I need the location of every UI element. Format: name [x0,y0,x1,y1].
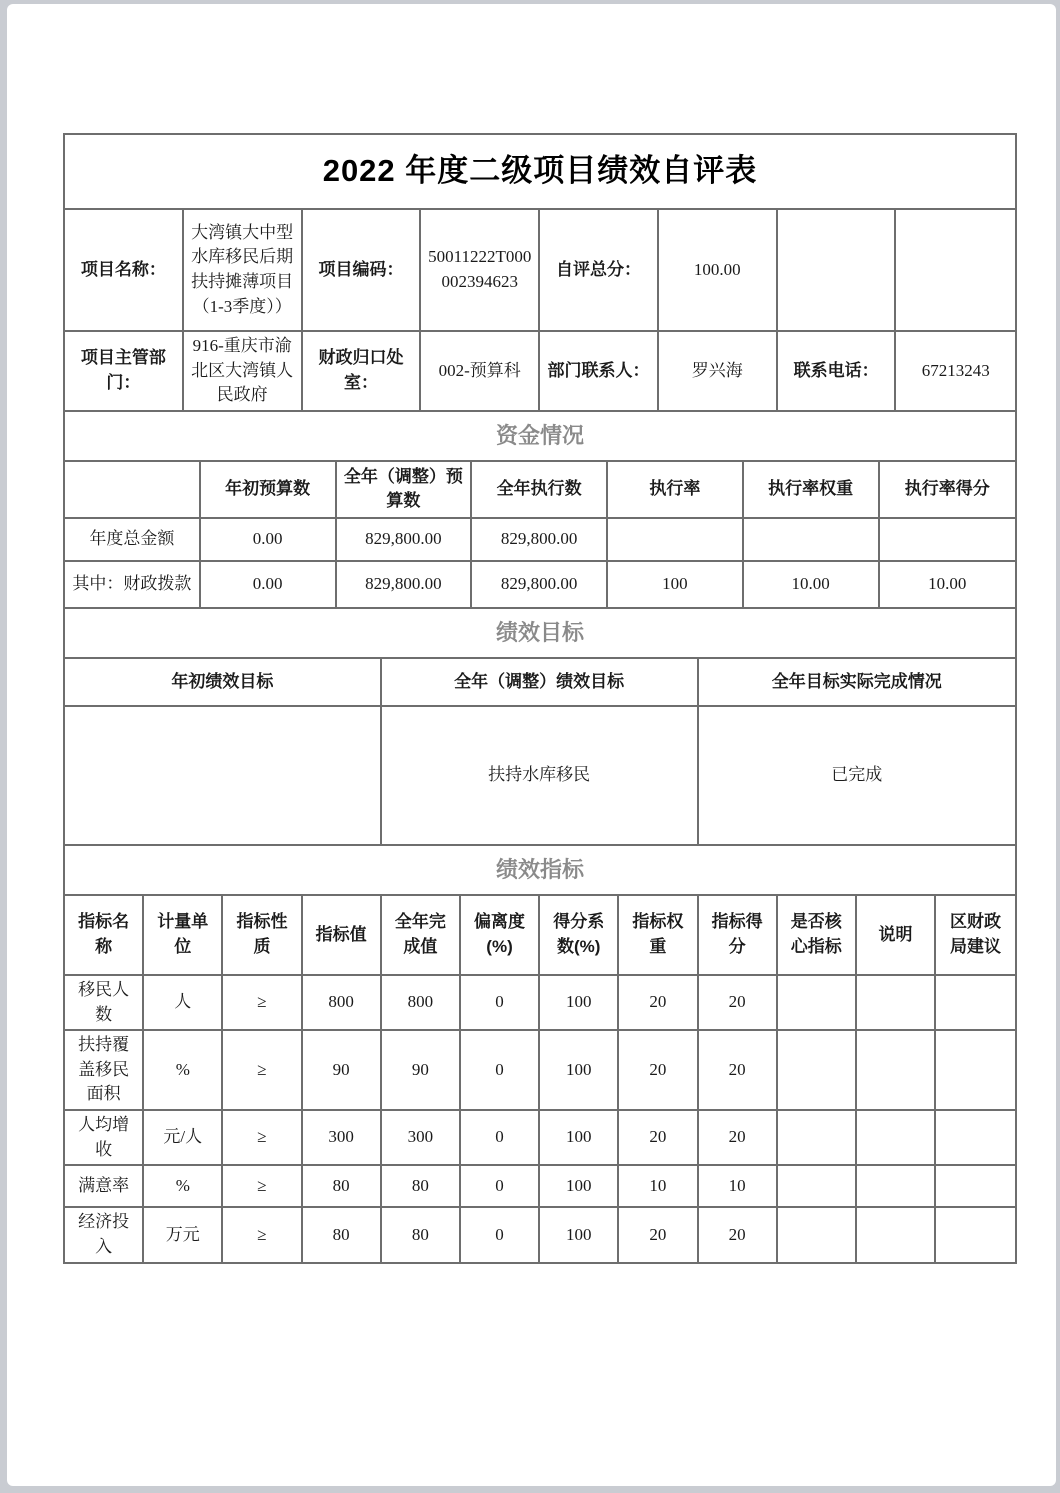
indicator-cell: % [143,1030,222,1110]
indicator-cell: 0 [460,1165,539,1207]
empty-cell [895,209,1016,331]
indicator-cell: 100 [539,975,618,1030]
indicator-cell: ≥ [222,1207,301,1262]
goal-cell: 扶持水库移民 [381,706,698,845]
indicator-cell: 100 [539,1165,618,1207]
self-evaluation-table [63,133,1017,1264]
dept-label: 项目主管部门： [64,331,183,411]
indicator-header-cell: 指标权重 [618,895,697,975]
indicator-cell: 800 [302,975,381,1030]
indicator-cell: 100 [539,1207,618,1262]
funding-header-cell: 执行率 [607,461,743,518]
indicator-header-cell: 得分系数(%) [539,895,618,975]
document-page [7,4,1056,1486]
funding-header-cell: 全年（调整）预算数 [336,461,472,518]
funding-cell: 829,800.00 [336,561,472,608]
indicator-cell: ≥ [222,1110,301,1165]
indicator-cell [856,1110,935,1165]
contact-label: 部门联系人： [539,331,658,411]
indicator-cell [777,1165,856,1207]
funding-row-label: 年度总金额 [64,518,200,561]
indicator-cell: 100 [539,1030,618,1110]
indicator-cell [856,1030,935,1110]
funding-cell: 100 [607,561,743,608]
indicator-cell: 20 [698,1030,777,1110]
indicator-cell: 100 [539,1110,618,1165]
funding-cell: 829,800.00 [471,561,607,608]
indicator-cell: 80 [381,1207,460,1262]
indicator-cell: 0 [460,1110,539,1165]
indicator-name-cell: 人均增收 [64,1110,143,1165]
indicator-cell [935,1207,1016,1262]
finance-office-value: 002-预算科 [420,331,539,411]
indicator-cell [856,1165,935,1207]
indicator-cell [777,1110,856,1165]
indicator-cell [856,975,935,1030]
indicator-cell: 元/人 [143,1110,222,1165]
indicator-cell: 300 [302,1110,381,1165]
indicator-cell: 万元 [143,1207,222,1262]
funding-header-cell: 执行率得分 [879,461,1017,518]
goals-header-cell: 全年目标实际完成情况 [698,658,1017,706]
indicator-cell: ≥ [222,1165,301,1207]
indicator-cell: 20 [698,1110,777,1165]
goals-section-title: 绩效目标 [64,608,1016,658]
indicator-cell: 300 [381,1110,460,1165]
goal-cell: 已完成 [698,706,1017,845]
indicator-cell [935,1030,1016,1110]
funding-cell: 829,800.00 [336,518,472,561]
project-code-value: 50011222T000002394623 [420,209,539,331]
indicator-cell: 人 [143,975,222,1030]
indicator-cell: 20 [698,975,777,1030]
indicator-cell: 0 [460,1030,539,1110]
indicator-header-cell: 全年完成值 [381,895,460,975]
indicator-cell: 80 [302,1165,381,1207]
indicator-header-cell: 偏离度(%) [460,895,539,975]
indicator-cell: 80 [381,1165,460,1207]
project-code-label: 项目编码： [302,209,421,331]
page-title: 2022 年度二级项目绩效自评表 [64,134,1016,209]
indicator-cell [777,1030,856,1110]
funding-cell [879,518,1017,561]
finance-office-label: 财政归口处室： [302,331,421,411]
project-name-label: 项目名称： [64,209,183,331]
indicator-name-cell: 移民人数 [64,975,143,1030]
funding-cell: 10.00 [879,561,1017,608]
indicators-section-title: 绩效指标 [64,845,1016,895]
phone-label: 联系电话： [777,331,896,411]
indicator-cell: 800 [381,975,460,1030]
indicator-cell [856,1207,935,1262]
indicator-cell [935,975,1016,1030]
funding-cell: 10.00 [743,561,879,608]
indicator-header-cell: 指标得分 [698,895,777,975]
goals-header-cell: 全年（调整）绩效目标 [381,658,698,706]
funding-header-cell: 全年执行数 [471,461,607,518]
indicator-header-cell: 指标值 [302,895,381,975]
indicator-cell [935,1165,1016,1207]
funding-cell [743,518,879,561]
empty-cell [777,209,896,331]
funding-header-cell [64,461,200,518]
funding-cell [607,518,743,561]
funding-cell: 0.00 [200,518,336,561]
indicator-cell: 20 [618,975,697,1030]
funding-header-cell: 执行率权重 [743,461,879,518]
indicator-header-cell: 指标名称 [64,895,143,975]
project-name-value: 大湾镇大中型水库移民后期扶持摊薄项目（1-3季度）） [183,209,302,331]
indicator-cell: 80 [302,1207,381,1262]
dept-value: 916-重庆市渝北区大湾镇人民政府 [183,331,302,411]
indicator-header-cell: 区财政局建议 [935,895,1016,975]
funding-row-label: 其中：财政拨款 [64,561,200,608]
indicator-cell: 20 [618,1207,697,1262]
funding-cell: 0.00 [200,561,336,608]
indicator-name-cell: 扶持覆盖移民面积 [64,1030,143,1110]
self-score-value: 100.00 [658,209,777,331]
indicator-cell: 10 [618,1165,697,1207]
indicator-header-cell: 计量单位 [143,895,222,975]
goals-header-cell: 年初绩效目标 [64,658,381,706]
indicator-name-cell: 满意率 [64,1165,143,1207]
funding-section-title: 资金情况 [64,411,1016,461]
indicator-header-cell: 指标性质 [222,895,301,975]
indicator-cell: 20 [618,1110,697,1165]
indicator-cell: % [143,1165,222,1207]
indicator-cell: 20 [698,1207,777,1262]
indicator-cell: 0 [460,975,539,1030]
indicator-name-cell: 经济投入 [64,1207,143,1262]
funding-header-cell: 年初预算数 [200,461,336,518]
contact-value: 罗兴海 [658,331,777,411]
goal-cell [64,706,381,845]
funding-cell: 829,800.00 [471,518,607,561]
indicator-header-cell: 是否核心指标 [777,895,856,975]
indicator-cell: 10 [698,1165,777,1207]
indicator-cell: ≥ [222,1030,301,1110]
indicator-cell: ≥ [222,975,301,1030]
indicator-cell: 90 [381,1030,460,1110]
indicator-cell [777,1207,856,1262]
phone-value: 67213243 [895,331,1016,411]
indicator-header-cell: 说明 [856,895,935,975]
self-score-label: 自评总分： [539,209,658,331]
indicator-cell: 20 [618,1030,697,1110]
indicator-cell [935,1110,1016,1165]
indicator-cell: 0 [460,1207,539,1262]
indicator-cell [777,975,856,1030]
indicator-cell: 90 [302,1030,381,1110]
